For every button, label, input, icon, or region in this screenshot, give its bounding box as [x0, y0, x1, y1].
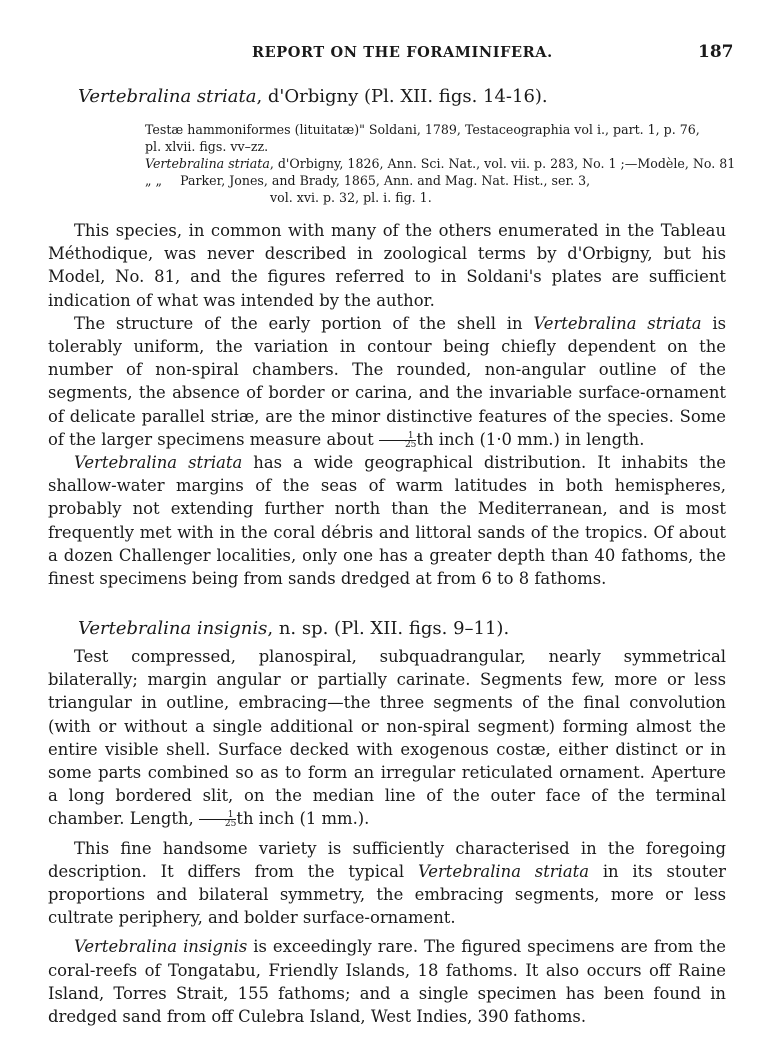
species-author: , d'Orbigny (Pl. XII. figs. 14-16). — [256, 86, 548, 107]
species-name-inline: Vertebralina striata — [417, 861, 590, 881]
page-number: 187 — [698, 42, 734, 62]
running-title: REPORT ON THE FORAMINIFERA. — [252, 44, 553, 61]
species-name-inline: Vertebralina insignis — [74, 937, 248, 957]
paragraph: Vertebralina insignis is exceedingly rare. The figured specimens are from the coral-reefs of Tongatabu, Friendly Islands, 18 fathoms. It also occurs off Raine Island, Torres Strait, 155 fathoms; and a single specimen has been found in dredged sand from off Culebra Island, West Indies, 390 fathoms. — [48, 937, 726, 1027]
paragraph: Vertebralina striata has a wide geographical distribution. It inhabits the shallow-water margins of the seas of warm latitudes in both hemispheres, probably not extending further north than the Mediterranean, and is most frequently met with in the coral débris and littoral sands of the tropics. Of about a dozen Challenger localities, only one has a greater depth than 40 fathoms, the finest specimens being from sands dredged at from 6 to 8 fathoms. — [48, 453, 726, 589]
species-name: Vertebralina striata — [78, 86, 257, 107]
synonymy-line: pl. xlvii. figs. vv–zz. — [145, 139, 269, 154]
synonymy-text: Parker, Jones, and Brady, 1865, Ann. and Mag. Nat. Hist., ser. 3, — [180, 173, 591, 188]
species-name: Vertebralina insignis — [78, 618, 268, 639]
body-text-insignis — [48, 645, 726, 1028]
paragraph: This species, in common with many of the others enumerated in the Tableau Méthodique, was never described in zoological terms by d'Orbigny, but his Model, No. 81, and the figures referred to in Soldani's plates are sufficient indication of what was intended by the author. — [48, 221, 726, 310]
fraction: $\frac{1}{25}$ — [199, 811, 236, 828]
body-text-striata — [48, 219, 726, 590]
species-heading-striata — [78, 86, 548, 107]
species-heading-insignis — [78, 618, 509, 639]
synonymy-line: Testæ hammoniformes (lituitatæ)" Soldani, 1789, Testaceographia vol i., part. 1, p. 76, — [145, 122, 700, 137]
synonymy-text: , d'Orbigny, 1826, Ann. Sci. Nat., vol. vii. p. 283, No. 1 ;—Modèle, No. 81 — [269, 156, 736, 171]
synonymy-species: Vertebralina striata — [145, 156, 270, 171]
fraction: $\frac{1}{25}$ — [379, 432, 416, 449]
paragraph: Test compressed, planospiral, subquadrangular, nearly symmetrical bilaterally; margin angular or partially carinate. Segments few, more or less triangular in outline, embracing—the three segments of the final convolution (with or without a single additional or non-spiral segment) forming almost the entire visible shell. Surface decked with exogenous costæ, either distinct or in some parts combined so as to form an irregular reticulated ornament. Aperture a long bordered slit, on the median line of the outer face of the terminal chamber. Length, $\frac{1}{25}$ th inch (1 mm.). — [48, 647, 726, 830]
paragraph: The structure of the early portion of the shell in Vertebralina striata is tolerably uniform, the variation in contour being chiefly dependent on the number of non-spiral chambers. The rounded, non-angular outline of the segments, the absence of border or carina, and the invariable surface-ornament of delicate parallel striæ, are the minor distinctive features of the species. Some of the larger specimens measure about $\frac{1}{25}$ th inch (1·0 mm.) in length. — [48, 313, 726, 450]
ditto-marks: „ „ — [145, 173, 163, 188]
synonymy-line — [145, 172, 590, 189]
synonymy-line — [145, 155, 735, 172]
species-name-inline: Vertebralina striata — [74, 453, 243, 473]
species-name-inline: Vertebralina striata — [533, 313, 702, 333]
paragraph: This fine handsome variety is sufficiently characterised in the foregoing description. It differs from the typical Vertebralina striata in its stouter proportions and bilateral symmetry, the embracing segments, more or less cultrate periphery, and bolder surface-ornament. — [48, 838, 726, 928]
synonymy-line: vol. xvi. p. 32, pl. i. fig. 1. — [270, 190, 432, 205]
species-author: , n. sp. (Pl. XII. figs. 9–11). — [267, 618, 510, 639]
